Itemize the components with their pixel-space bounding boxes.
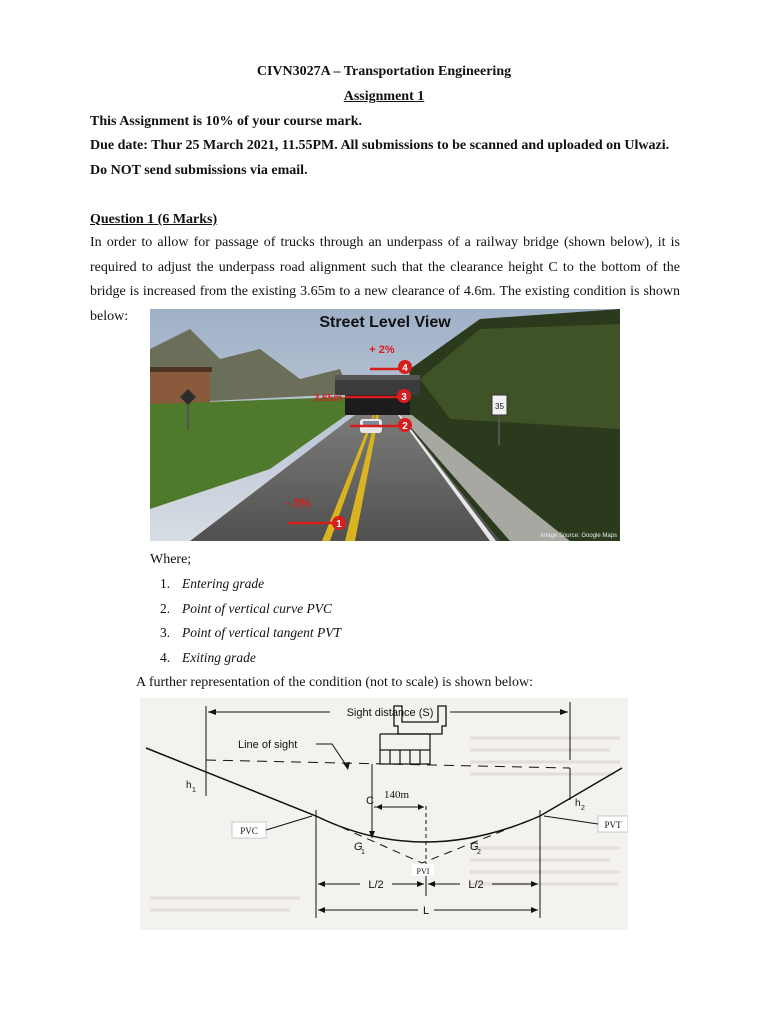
total-length-label: L xyxy=(422,905,430,917)
clearance-c-label: C xyxy=(366,795,374,807)
svg-text:2: 2 xyxy=(402,421,408,432)
email-note: Do NOT send submissions via email. xyxy=(90,163,308,178)
further-text: A further representation of the condition (not to scale) is shown below: xyxy=(136,675,533,690)
image-source: Image Source: Google Maps xyxy=(540,533,617,539)
h2-label: h xyxy=(575,798,581,809)
where-label: Where; xyxy=(150,552,192,567)
svg-text:1: 1 xyxy=(192,787,196,794)
street-level-photo xyxy=(150,309,620,541)
speed-sign-text: 35 xyxy=(495,402,504,411)
svg-text:3: 3 xyxy=(401,392,407,403)
grade-bottom-label: - 3% xyxy=(285,496,311,510)
question-body: In order to allow for passage of trucks through an underpass of a railway bridge (shown below), it is required to adjust the underpass road alignment such that the clearance height C to the bottom of the bridge is increased from the existing 3.65m to a new clearance of 4.6m. The existing condition is shown below: xyxy=(90,235,680,324)
list-item: 2. Point of vertical curve PVC xyxy=(160,600,332,616)
due-note: Due date: Thur 25 March 2021, 11.55PM. All submissions to be scanned and uploaded on Ulwazi. xyxy=(90,138,670,153)
svg-text:4: 4 xyxy=(402,363,408,374)
question-title: Question 1 (6 Marks) xyxy=(90,212,218,227)
pvt-label: PVT xyxy=(604,820,622,830)
course-title: CIVN3027A – Transportation Engineering xyxy=(256,64,512,79)
svg-text:2: 2 xyxy=(581,805,585,812)
assignment-title: Assignment 1 xyxy=(343,89,425,104)
weight-note: This Assignment is 10% of your course mark. xyxy=(90,114,362,129)
grade-top-label: + 2% xyxy=(369,344,395,356)
h1-label: h xyxy=(186,780,192,791)
half-right-label: L/2 xyxy=(468,879,484,891)
sag-curve-diagram xyxy=(140,698,628,930)
distance-label: 140m xyxy=(384,789,410,801)
line-of-sight-label: Line of sight xyxy=(238,739,298,751)
sight-distance-label: Sight distance (S) xyxy=(346,707,434,719)
svg-text:2: 2 xyxy=(477,849,481,856)
legend-list xyxy=(160,572,341,670)
list-item: 1. Entering grade xyxy=(160,576,265,591)
half-left-label: L/2 xyxy=(368,879,384,891)
pvc-label: PVC xyxy=(240,826,258,836)
photo-title: Street Level View xyxy=(319,314,451,331)
list-item: 4. Exiting grade xyxy=(160,649,256,665)
g2-label: G xyxy=(470,841,479,853)
clearance-label: 3.65m xyxy=(313,393,343,404)
list-item: 3. Point of vertical tangent PVT xyxy=(160,625,341,640)
svg-text:1: 1 xyxy=(361,849,365,856)
pvi-label: PVI xyxy=(416,867,430,876)
svg-text:1: 1 xyxy=(336,519,342,530)
g1-label: G xyxy=(354,841,363,853)
